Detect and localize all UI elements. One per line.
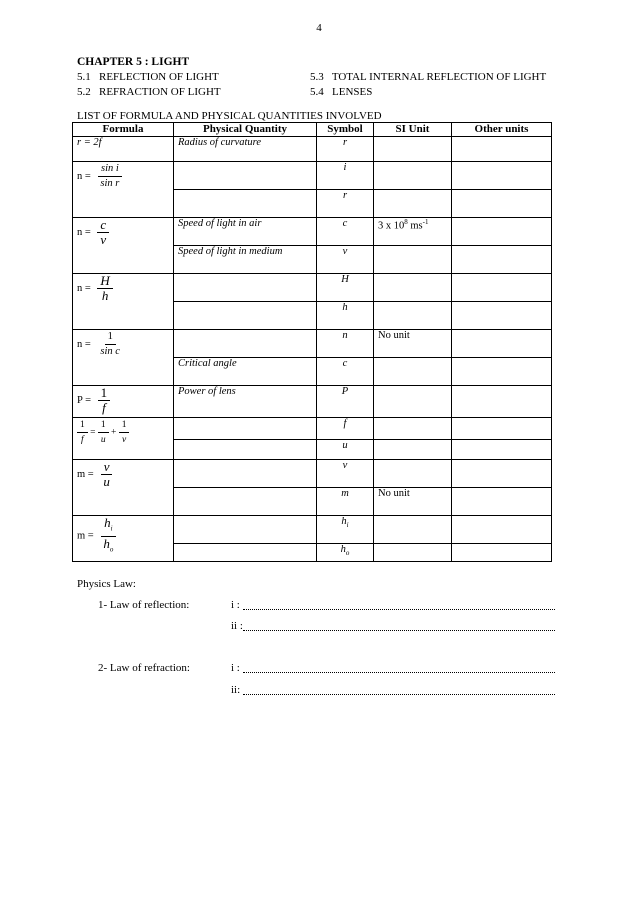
section-label: TOTAL INTERNAL REFLECTION OF LIGHT	[331, 71, 547, 83]
table-row	[73, 162, 552, 190]
formula-lhs: n =	[77, 226, 91, 238]
header-si-unit: SI Unit	[374, 123, 452, 137]
symbol-subscript: o	[345, 549, 350, 558]
law-refraction-i-line	[243, 663, 555, 673]
quantity-cell	[174, 302, 317, 330]
symbol-cell: m	[317, 488, 374, 516]
other-units-cell	[452, 218, 552, 246]
other-units-cell	[452, 516, 552, 544]
si-unit: ms	[407, 220, 423, 232]
symbol-base: h	[340, 544, 346, 555]
symbol-cell: c	[317, 218, 374, 246]
formula-lhs: P =	[77, 394, 91, 406]
fraction	[100, 460, 113, 489]
numerator-subscript: i	[110, 524, 113, 533]
section-5-3	[310, 71, 546, 83]
formula-lhs: m =	[77, 530, 94, 542]
denominator: f	[81, 435, 84, 445]
si-unit-cell	[374, 302, 452, 330]
quantity-cell	[174, 488, 317, 516]
denominator	[100, 537, 116, 557]
denominator-subscript: o	[109, 545, 114, 554]
si-unit-cell	[374, 162, 452, 190]
denominator: sin r	[100, 178, 120, 189]
quantity-cell	[174, 162, 317, 190]
header-symbol: Symbol	[317, 123, 374, 137]
header-other-units: Other units	[452, 123, 552, 137]
si-unit-cell	[374, 137, 452, 162]
symbol-cell: v	[317, 246, 374, 274]
other-units-cell	[452, 386, 552, 418]
section-5-4	[310, 86, 372, 98]
si-unit-exponent: -1	[422, 218, 429, 226]
other-units-cell	[452, 190, 552, 218]
law-refraction-ii-label: ii:	[231, 684, 241, 696]
formula-lhs: n =	[77, 338, 91, 350]
other-units-cell	[452, 358, 552, 386]
symbol-cell: P	[317, 386, 374, 418]
quantity-cell	[174, 440, 317, 460]
formula-snell	[73, 162, 174, 218]
section-label: LENSES	[332, 86, 373, 98]
formula-mirror: r = 2f	[73, 137, 174, 162]
si-unit-cell	[374, 544, 452, 562]
formula-magnification-height	[73, 516, 174, 562]
symbol-cell: u	[317, 440, 374, 460]
denominator: sin c	[100, 346, 120, 357]
fraction	[98, 386, 111, 415]
other-units-cell	[452, 440, 552, 460]
quantity-cell: Critical angle	[174, 358, 317, 386]
numerator: 1	[98, 418, 109, 433]
si-unit-cell	[374, 246, 452, 274]
other-units-cell	[452, 137, 552, 162]
si-value: 3 x 10	[378, 220, 405, 232]
symbol-base: h	[341, 516, 347, 527]
other-units-cell	[452, 302, 552, 330]
numerator: c	[97, 218, 109, 233]
si-unit-cell: No unit	[374, 488, 452, 516]
other-units-cell	[452, 460, 552, 488]
other-units-cell	[452, 488, 552, 516]
symbol-cell: r	[317, 137, 374, 162]
physics-law-title: Physics Law:	[77, 578, 136, 590]
numerator: 1	[77, 418, 88, 433]
plus-sign: +	[110, 427, 117, 438]
table-row	[73, 460, 552, 488]
formula-real-apparent-depth	[73, 274, 174, 330]
law-reflection-ii-label: ii :	[231, 620, 243, 632]
si-unit-cell	[374, 440, 452, 460]
denominator: v	[100, 232, 107, 247]
section-num: 5.4	[310, 86, 324, 98]
law-refraction-i-label: i :	[231, 662, 240, 674]
fraction	[98, 418, 109, 447]
denominator: h	[101, 288, 109, 303]
table-row	[73, 386, 552, 418]
quantity-cell: Speed of light in air	[174, 218, 317, 246]
list-title: LIST OF FORMULA AND PHYSICAL QUANTITIES INVOLVED	[77, 110, 382, 122]
header-formula: Formula	[73, 123, 174, 137]
formula-lens-power	[73, 386, 174, 418]
quantity-cell	[174, 190, 317, 218]
si-exponent: 8	[404, 218, 408, 226]
numerator	[101, 516, 115, 537]
denominator: u	[100, 435, 106, 445]
table-row	[73, 330, 552, 358]
quantity-cell	[174, 544, 317, 562]
fraction	[119, 418, 130, 447]
fraction	[97, 274, 112, 303]
quantity-cell: Speed of light in medium	[174, 246, 317, 274]
symbol-cell: r	[317, 190, 374, 218]
section-5-2	[77, 86, 221, 98]
numerator: 1	[105, 330, 116, 345]
si-unit-cell	[374, 386, 452, 418]
section-label: REFLECTION OF LIGHT	[99, 71, 219, 83]
table-row	[73, 418, 552, 440]
symbol-cell: n	[317, 330, 374, 358]
numerator: 1	[98, 386, 111, 401]
symbol-cell: c	[317, 358, 374, 386]
section-label: REFRACTION OF LIGHT	[99, 86, 221, 98]
formula-refractive-speed	[73, 218, 174, 274]
si-unit-cell	[374, 358, 452, 386]
formula-critical-angle	[73, 330, 174, 386]
si-unit-cell	[374, 190, 452, 218]
law-reflection-label: 1- Law of reflection:	[98, 599, 190, 611]
symbol-cell	[317, 516, 374, 544]
formula-table	[72, 122, 552, 562]
other-units-cell	[452, 246, 552, 274]
section-num: 5.1	[77, 71, 91, 83]
numerator: 1	[119, 418, 130, 433]
symbol-cell	[317, 544, 374, 562]
numerator: sin i	[98, 162, 122, 177]
other-units-cell	[452, 330, 552, 358]
numerator: v	[101, 460, 113, 475]
fraction	[97, 218, 109, 247]
denominator: f	[102, 400, 106, 415]
numerator: H	[97, 274, 112, 289]
other-units-cell	[452, 418, 552, 440]
fraction	[97, 330, 123, 359]
table-row	[73, 137, 552, 162]
quantity-cell	[174, 274, 317, 302]
symbol-cell: H	[317, 274, 374, 302]
other-units-cell	[452, 274, 552, 302]
page-number: 4	[316, 22, 322, 34]
quantity-cell	[174, 330, 317, 358]
si-unit-cell: No unit	[374, 330, 452, 358]
quantity-cell	[174, 418, 317, 440]
equals-sign: =	[90, 427, 96, 438]
other-units-cell	[452, 162, 552, 190]
formula-lens-equation	[73, 418, 174, 460]
quantity-cell	[174, 460, 317, 488]
formula-magnification-distance	[73, 460, 174, 516]
fraction	[77, 418, 88, 447]
other-units-cell	[452, 544, 552, 562]
chapter-title: CHAPTER 5 : LIGHT	[77, 56, 190, 68]
symbol-cell: f	[317, 418, 374, 440]
section-num: 5.2	[77, 86, 91, 98]
si-unit-cell	[374, 516, 452, 544]
law-reflection-i-label: i :	[231, 599, 240, 611]
symbol-cell: v	[317, 460, 374, 488]
formula-lhs: n =	[77, 170, 91, 182]
denominator: u	[103, 474, 110, 489]
table-header-row	[73, 123, 552, 137]
fraction	[100, 516, 116, 556]
symbol-subscript: i	[346, 521, 349, 530]
symbol-cell: h	[317, 302, 374, 330]
fraction	[97, 162, 122, 191]
si-unit-cell	[374, 218, 452, 246]
section-5-1	[77, 71, 219, 83]
table-row	[73, 516, 552, 544]
table-row	[73, 274, 552, 302]
si-unit-cell	[374, 274, 452, 302]
quantity-cell	[174, 516, 317, 544]
symbol-cell: i	[317, 162, 374, 190]
quantity-cell: Radius of curvature	[174, 137, 317, 162]
si-unit-cell	[374, 418, 452, 440]
law-reflection-i-line	[243, 600, 555, 610]
numerator-base: h	[104, 515, 111, 530]
law-refraction-ii-line	[243, 685, 555, 695]
law-refraction-label: 2- Law of refraction:	[98, 662, 190, 674]
section-num: 5.3	[310, 71, 324, 83]
formula-lhs: m =	[77, 468, 94, 480]
formula-lhs: n =	[77, 282, 91, 294]
table-row	[73, 218, 552, 246]
header-physical-quantity: Physical Quantity	[174, 123, 317, 137]
denominator-base: h	[103, 535, 110, 551]
law-reflection-ii-line	[243, 621, 555, 631]
quantity-cell: Power of lens	[174, 386, 317, 418]
denominator: v	[121, 435, 127, 445]
si-unit-cell	[374, 460, 452, 488]
